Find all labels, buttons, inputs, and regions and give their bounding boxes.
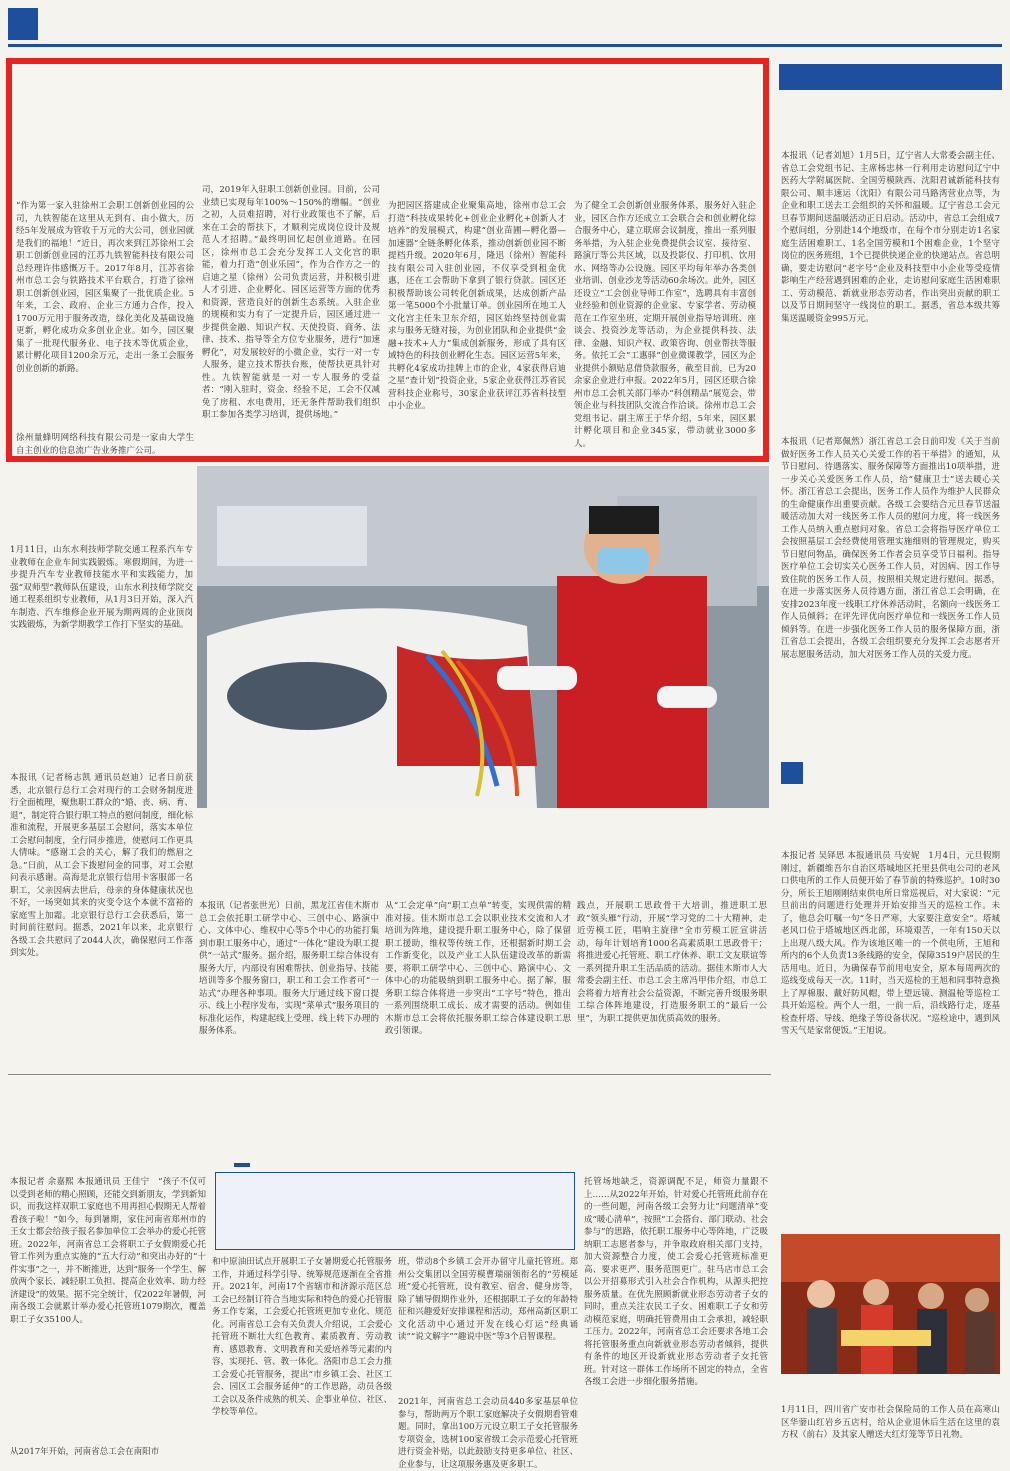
lead-column-1: “作为第一家入驻徐州工会职工创新创业园的公司，九铁智能在这里从无到有、由小做大，历经5年发展成为管收千万元的大公司，创业园就是我们的福地！”近日，再次来到江苏徐州工会职工创新创业园的江苏九铁智能科技有限公司总经理许伟感慨万千。2017年8月，江苏省徐州市总工会与铁路技术平台联合，打造了徐州职工创新创业园，园区集聚了一批优质企业。5年来，工会、政府、企业三方通力合作，投入1700万元用于服务改造，绿化美化及基础设施更新，孵化成功众多创业企业。如今，园区聚集了一批现代服务业、电子技术等优质企业，累计孵化项目1200余万元，走出一条工会服务创业创新的新路。 (16, 201, 194, 374)
main-photo (197, 466, 769, 808)
henan-column-4: 托管场地缺乏，资源调配不足，师资力量跟不上……从2022年开始，针对爱心托管班此前存在的一些问题，河南各级工会努力让“问题清单”变成“暖心清单”，按照“工会搭台、部门联动、社会参与”的思路，依托职工服务中心等阵地，广泛吸纳职工志愿者参与，并争取政府相关部门支持，加大资源整合力度，使工会爱心托管班标准更高、要求更严、服务范围更广。驻马店市总工会以公开招募形式引入社会合作机构，从源头把控服务质量。在优先照顾新就业形态劳动者子女的同时，重点关注农民工子女、困难职工子女和劳动模范家庭，明确托管费用由工会承担，减轻职工压力。2022年，河南省总工会还要求各地工会将托管服务重点向新就业形态劳动者倾斜，提供有条件的地区开设新就业形态劳动者子女托管班。针对这一群体工作场所不固定的特点，全省各级工会进一步细化服务措施。 (584, 1177, 768, 1387)
masthead-rule (8, 44, 1002, 47)
right-banner (779, 64, 1002, 90)
lead-column-1b: 徐州量蜂明网络科技有限公司是一家由大学生自主创业的信息流广告业务推广公司。 (16, 433, 194, 456)
henan-column-1b: 从2017年开始，河南省总工会在南阳市 (10, 1447, 160, 1457)
jiamusi-column-3: 践点，开展职工思政骨干大培训，推进职工思政“领头雁”行动，开展“学习党的二十大精神，走近劳模工匠，唱响主旋律”全市劳模工匠宣讲活动，每年计划培育1000名高素质职工思政骨干；将推进爱心托管班、职工疗休养、职工文友联谊等一系列提升职工生活品质的活动。据佳木斯市人大常委会副主任、市总工会主席冯甲伟介绍，市总工会将着力培育社会公益资源，不断完善升级服务职工综合体阵地建设，打造服务职工的“最后一公里”，为职工提供更加优质高效的服务。 (577, 901, 767, 1024)
reading-tip-text (226, 1189, 566, 1247)
visit-photo (781, 1234, 1000, 1374)
jiamusi-column-2: 从“工会定单”向“职工点单”转变，实现供需的精准对接。佳木斯市总工会以职业技术交流和人才培训为阵地，建设提升职工服务中心，除了保留职工援助，维权等传统工作，还根据新时期工会工作新变化，以及产业工人队伍建设改革的新需要，将职工研学中心、三创中心、路演中心、文体中心的功能吸纳到职工服务中心。据了解，服务职工综合体将进一步突出“工字号”特色，推出一系列围绕职工成长、成才需要的活动。例如佳木斯市总工会将依托服务职工综合体建设职工思政引领课。 (385, 901, 571, 1036)
lead-story-frame (6, 58, 769, 462)
henan-column-3: 班，带动8个乡镇工会开办留守儿童托管班。郑州公交集团以全国劳模曹瑞丽领衔名的“劳模延班”爱心托管班，设有教室、宿舍、健身房等，除了辅导假期作业外，还根据职工子女的年龄特征和兴趣爱好安排课程和活动，郑州高新区职工文化活动中心通过开发在线心灯运“经典诵读”“说文解字”“趣说中医”等3个启智课程。 (398, 1257, 578, 1342)
liaoning-body: 本报讯（记者刘旭）1月5日，辽宁省人大常委会副主任、省总工会党组书记、主席杨忠林一行利用走访慰问辽宁中医药大学附属医院、全国劳模陕西、沈阳君诚新能科技有限公司、顺丰速运（沈阳）有限公司马路湾营业点等，为企业和职工送去工会组织的关怀和温暖。辽宁省总工会元旦春节期间送温暖活动正日启动。活动中，省总工会组成7个慰问组，分别赴14个地级市，在每个市分别走访1名家庭生活困难职工、1名全国劳模和1个困难企业，1个坚守岗位的医务班组，1个已提供快递企业的快递站点。省总明确，要走访慰问“老字号”企业及科技型中小企业等受疫情影响生产经营遇到困难的企业，走访慰问家庭生活困难职工、劳动模范、新就业形态劳动者，作出突出贡献的职工以及节日期间坚守一线岗位的职工。据悉，省总本级共筹集送温暖资金995万元。 (781, 151, 1000, 324)
zhejiang-body: 本报讯（记者郑佩然）浙江省总工会日前印发《关于当前做好医务工作人员关心关爱工作的若干举措》的通知，从节日慰问、待遇落实、服务保障等方面推出10项举措，进一步关心关爱医务工作人员，给“健康卫士”送去暖心关怀。浙江省总工会提出，医务工作人员作为维护人民群众的生命健康作出重要贡献。各级工会要结合元旦春节送温暖活动加大对一线医务工作人员的慰问力度，将一线医务工作人员纳入重点慰问对象。省总工会将指导医疗单位工会按照基层工会经费使用管理实施细则的管理规定，购买节日慰问物品，确保医务工作者会员享受节日福利。指导医疗单位工会切实关心医务工作人员，对因病、因工作导致住院的医务工作人员，按照相关规定进行慰问。据悉，在进一步落实医务人员待遇方面，浙江省总工会明确，在安排2023年度一线职工疗休养活动时，名额向一线医务工作人员倾斜；在评先评优向医疗单位和一线医务工作人员倾斜等。在进一步强化医务工作人员的服务保障方面，浙江省总工会提出，各级工会组织要充分发挥工会志愿者开展志愿服务活动，加大对医务工作人员的关爱力度。 (781, 437, 1000, 660)
reading-tip-tag (234, 1163, 250, 1167)
lead-column-4: 为了健全工会创新创业服务体系，服务好入驻企业，园区合作方还成立工会联合会和创业孵化综合服务中心，建立联席会议制度，推出一系列服务举措，为入驻企业免费提供会议室、接待室、路演厅等公共区域，以及投影仪、打印机、饮用水、网络等办公设施。园区平均每年举办各类创业培训、创业沙龙等活动60余场次。此外，园区还设立“工会创业导师工作室”，选聘具有丰富创业经验和创业资源的企业家、专家学者、劳动模范在工作室坐班，定期开展创业指导培训班、座谈会、投资沙龙等活动，为企业提供科技、法律、金融、知识产权、政策咨询、创业帮扶等服务。依托工会“工惠驿”创业微课教学，园区为企业提供小额贴息借贷款服务，截至目前，已为20余家企业进行申报。2022年5月，园区还联合徐州市总工会机关部门举办“科创精品”展览会，带领企业与科技团队交流合作洽谈。徐州市总工会党组书记、副主席王于华介绍，5年来，园区累计孵化项目和企业345家，带动就业3000多人。 (574, 201, 756, 449)
visit-photo-illustration (781, 1234, 1000, 1374)
henan-divider (8, 1074, 771, 1075)
henan-column-3b: 2021年，河南省总工会动员440多家基层单位参与，帮助两万个职工家庭解决子女假期看管难题。同时，拿出100万元设立职工子女托管服务专项资金，选树100家省级工会示范爱心托管班进行资金补贴，以此鼓励支持更多单位、社区、企业参与，让这项服务惠及更多职工。 (398, 1397, 578, 1470)
jiamusi-column-1: 本报讯（记者张世光）日前，黑龙江省佳木斯市总工会依托职工研学中心、三创中心、路演中心、文体中心、维权中心等5个中心的功能打集到市职工服务中心，通过“一体化”建设为职工提供“一站式”服务。据介绍，服务职工综合体设有服务大厅，内部设有困难帮扶、创业指导、技能培训等多个服务窗口，职工和工会工作者可“一站式”办理各种事项。服务大厅通过线下窗口提示、线上小程序发布，实现“菜单式”服务项目的标准化运作，构建起线上受理、线上转下办理的服务体系。 (199, 901, 379, 1036)
bank-body: 本报讯（记者杨志凯 通讯员赵迪）记者日前获悉，北京银行总行工会对现行的工会财务制度进行全面梳理，聚焦职工群众的“婚、丧、病、育、退”，制定符合银行职工特点的慰问制度，细化标准和流程，开展更多基层工会慰问，落实本单位工会慰问制度，全行同步推进，使慰问工作更具人情味。“感谢工会的关心，解了我们的燃眉之急。”日前，从工会下拨慰问金的同事，对工会慰问表示感谢。高海是北京银行信用卡客服部一名职工，父亲因病去世后，母亲的身体健康状况也不好，一场突如其来的灾变令这个本就不富裕的家庭雪上加霜。北京银行总行工会获悉后，第一时间前往慰问。据悉，2021年以来，北京银行各级工会共慰问了2044人次，确保慰问工作落到实处。 (10, 773, 193, 958)
lead-column-3: 为把园区搭建成企业聚集高地，徐州市总工会打造“科技成果转化+创业企业孵化+创新人才培养”的发展模式，构建“创业苗圃—孵化器—加速器”全链条孵化体系，推动创新创业园不断提档升级。2020年6月，隆迅（徐州）智能科技有限公司入驻创业园，不仅享受到租金优惠，还在工会帮助下拿到了银行贷款。园区还积极帮助该公司转化创新成果，达成创新产品第一笔5000个小批量订单。创业园所在地工人文化宫主任朱卫东介绍，园区始终坚持创业需求与服务无缝对接，为创业团队和企业提供“金融+技术+人力”集成创新服务，形成了具有区域特色的科技创业孵化生态。园区运营5年来，共孵化4家成功挂牌上市的企业，4家获得启迪之星“查计划”投资企业，5家企业获得江苏省民营科技企业称号，30家企业获评江苏省科技型中小企业。 (388, 201, 566, 411)
reading-tip-box (215, 1172, 575, 1250)
lead-column-2: 司，2019年入驻职工创新创业园。目前，公司业绩已实现每年100%～150%的增幅。“创业之初，人员难招聘，对行业政策也不了解，后来在工会的帮扶下，才顺利完成岗位设计及规范人才招聘。”最终明回忆起创业道路。在园区，徐州市总工会充分发挥工人文化宫的职能，着力打造“创业乐园”，作为合作方之一的启迪之星（徐州）公司负责运营，并积极引进人才引进、企业孵化、园区运营等方面的优秀和资源，营造良好的创新生态系统。入驻企业的规模和实力有了一定提升后，园区通过进一步提供金融、知识产权、天使投资、商务、法律、技术、指导等全方位专业服务，进行“加速孵化”，对发展较好的小微企业，实行一对一专人服务，建立技术帮扶台账，使帮扶更具针对性。九铁智能就是一对一专人服务的受益者：“刚入驻时，资金、经验不足，工会不仅减免了房租、水电费用，还无条件帮助我们组织职工参加各类学习培训，提供场地。” (202, 185, 380, 420)
page-number (8, 8, 38, 40)
visit-photo-text: 1月11日，四川省广安市社会保险局的工作人员在高寒山区华蓥山红岩乡五店村，给从企业退休后生活在这里的袁方权（前右）及其家人赠送大红灯笼等节日礼物。 (781, 1405, 1000, 1440)
teacher-body: 1月11日，山东水利技师学院交通工程系汽车专业教师在企业车间实践锻炼。寒假期间，为进一步提升汽车专业教师技能水平和实践能力，加强“双师型”教师队伍建设，山东水利技师学院交通工程系组织专业教师，从1月3日开始，深入汽车制造、汽车维修企业开展为期两周的企业顶岗实践锻炼，为新学期教学工作打下坚实的基础。 (10, 545, 193, 630)
feature-body: 本报记者 吴铎思 本报通讯员 马安妮 1月4日，元旦假期刚过，新疆维吾尔自治区塔城地区托里县供电公司的老风口供电所的工作人员便开始了春节前的特殊巡护。10时30分，所长王旭刚刚结束供电所日常巡视后，对大家说：“元旦前出的问题进行处理并开始安排当天的巡检工作。未了，他总会叮嘱一句“冬日严寒，大家要注意安全”。塔城老风口位于塔城地区西北部，环境艰苦，一年有150天以上出现八级大风。作为该地区唯一的一个供电所，王旭和所内的6个人负责13条线路的安全，保障3519户居民的生活用电。近日，为确保春节前用电安全，原本每周两次的巡线变成每天一次。11时，当天巡检的王旭和同事特意换上了厚棉服、戴好防风帽，带上望远镜、测温枪等巡检工具开始巡检。两个人一组，一前一后，沿线路行走，逐基检查杆塔、导线、绝缘子等设备状况。“巡检途中，遇到风雪天气是家常便饭。”王旭说。 (781, 851, 1000, 1036)
henan-column-1: 本报记者 余嘉熙 本报通讯员 王佳宁 “孩子不仅可以受到老师的精心照顾，还能交到新朋友，学到新知识，而我这样双职工家庭也不用再担心假期无人帮着看孩子啦！”如今，每到暑期，家住河南省郑州市的王女士都会给孩子报名参加单位工会举办的爱心托管班。2022年，河南省总工会将职工子女假期爱心托管工作列为重点实施的“五大行动”和突出办好的“十件实事”之一，并不断推进，达到“服务一个学生、解放两个家长、减轻职工负担、提高企业效率、助力经济建设”的效果。据不完全统计，仅2022年暑假，河南各级工会就累计举办爱心托管班1079期次，覆盖职工子女35100人。 (10, 1177, 206, 1325)
main-photo-illustration (197, 466, 769, 808)
henan-column-2: 和中原油田试点开展职工子女暑期爱心托管服务工作，并通过科学引导、统筹规范逐渐在全省推开。2021年，河南17个省辖市和济源示范区总工会已经制订符合当地实际和特色的爱心托管服务工作专案，工会爱心托管班更加专业化、规范化。河南省总工会有关负责人介绍说，工会爱心托管班不断壮大红色教育、素质教育、劳动教育、感恩教育、文明教育和关爱培养等元素的内容，实现托、管、教一体化。洛阳市总工会力推工会爱心托管服务，提出“市乡镇工会、社区工会、园区工会服务延伸”的工作思路，动员各级工会以及条件成熟的机关、企事业单位、社区、学校等单位。 (212, 1257, 392, 1417)
news-feature-badge (781, 762, 803, 784)
